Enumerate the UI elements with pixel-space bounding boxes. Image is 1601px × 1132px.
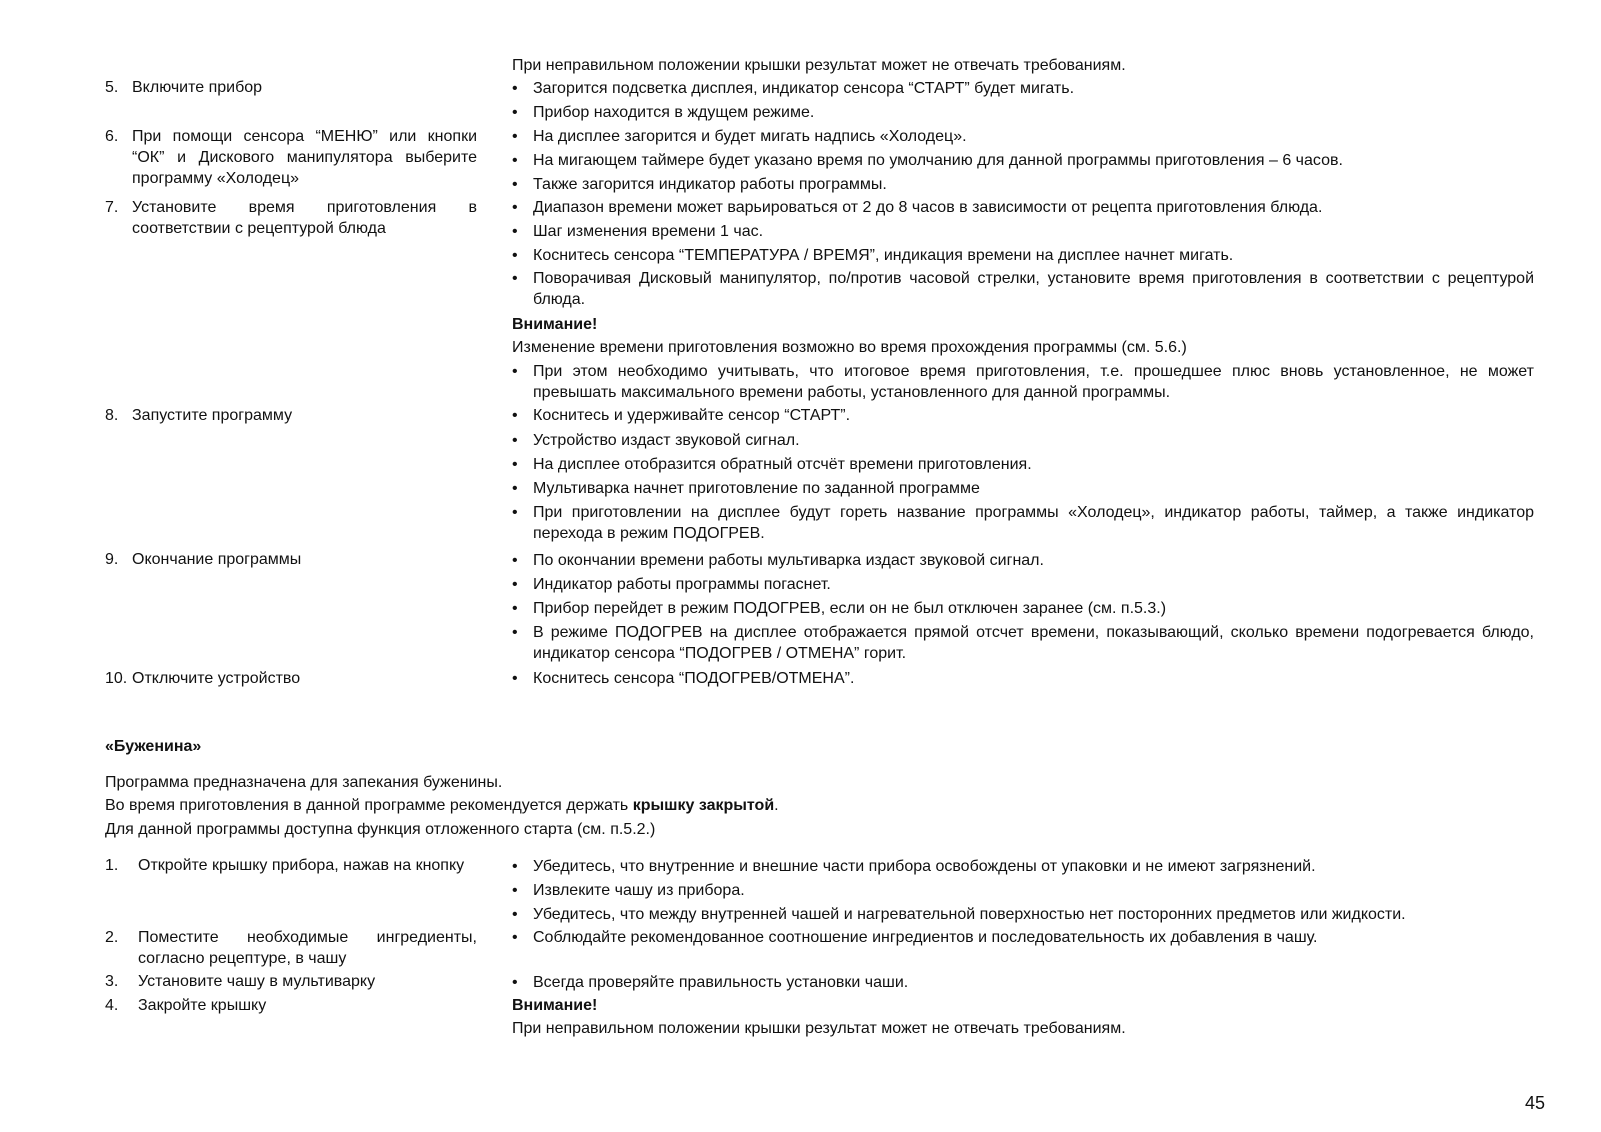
attention-text: При неправильном положении крышки результат может не отвечать требованиям. — [512, 1020, 1126, 1037]
bullet-item: • Поворачивая Дисковый манипулятор, по/против часовой стрелки, установите время приготовления в соответствии с рецептурой блюда. — [512, 268, 1534, 310]
page-number: 45 — [1525, 1093, 1546, 1113]
step-text: При помощи сенсора “МЕНЮ” или кнопки “ОК” и Дискового манипулятора выберите программу «Холодец» — [132, 128, 477, 187]
step-number: 9. — [105, 551, 119, 568]
attention-label: Внимание! — [512, 316, 598, 333]
step-text: Поместите необходимые ингредиенты, согласно рецептуре, в чашу — [138, 929, 477, 967]
step-9 — [105, 549, 477, 570]
step-2 — [105, 927, 477, 969]
bullet-item: • На дисплее загорится и будет мигать надпись «Холодец». — [512, 126, 1534, 147]
bullet-item: • Коснитесь и удерживайте сенсор “СТАРТ”. — [512, 405, 1534, 426]
attention-label: Внимание! — [512, 997, 598, 1014]
bullet-item: • Убедитесь, что внутренние и внешние части прибора освобождены от упаковки и не имеют загрязнений. — [512, 856, 1534, 877]
step-8 — [105, 405, 477, 426]
bullet-item: • Соблюдайте рекомендованное соотношение ингредиентов и последовательность их добавления в чашу. — [512, 927, 1534, 948]
bullet-item: • Убедитесь, что между внутренней чашей и нагревательной поверхностью нет посторонних предметов или жидкости. — [512, 904, 1534, 925]
bullet-item: • Коснитесь сенсора “ПОДОГРЕВ/ОТМЕНА”. — [512, 668, 1534, 689]
bullet-item: • Загорится подсветка дисплея, индикатор сенсора “СТАРТ” будет мигать. — [512, 78, 1534, 99]
step-6 — [105, 126, 477, 189]
intro-text-end: . — [774, 797, 779, 814]
bullet-item: • В режиме ПОДОГРЕВ на дисплее отображается прямой отсчет времени, показывающий, сколько времени подогревается блюдо, индикатор сенсора “ПОДОГРЕВ / ОТМЕНА” горит. — [512, 622, 1534, 664]
intro-line-2 — [105, 795, 1105, 816]
bullet-item: • При приготовлении на дисплее будут гореть название программы «Холодец», индикатор работы, таймер, а также индикатор перехода в режим ПОДОГРЕВ. — [512, 502, 1534, 544]
step-number: 5. — [105, 79, 119, 96]
step-5 — [105, 77, 477, 98]
bullet-item: • Диапазон времени может варьироваться от 2 до 8 часов в зависимости от рецепта приготовления блюда. — [512, 197, 1534, 218]
intro-emphasis: крышку закрытой — [632, 797, 775, 814]
bullet-item: • По окончании времени работы мультиварка издаст звуковой сигнал. — [512, 550, 1534, 571]
step-10 — [105, 668, 477, 689]
step-number: 3. — [105, 973, 119, 990]
step-number: 2. — [105, 929, 119, 946]
bullet-item: • Прибор находится в ждущем режиме. — [512, 102, 1534, 123]
step-number: 4. — [105, 997, 119, 1014]
step-1 — [105, 855, 477, 876]
bullet-item: • Мультиварка начнет приготовление по заданной программе — [512, 478, 1534, 499]
step-4 — [105, 995, 477, 1016]
bullet-item: • Всегда проверяйте правильность установки чаши. — [512, 972, 1534, 993]
step-number: 7. — [105, 199, 119, 216]
step-number: 6. — [105, 128, 119, 145]
intro-line-1: Программа предназначена для запекания буженины. — [105, 774, 503, 791]
step-text: Закройте крышку — [138, 997, 267, 1014]
step-7 — [105, 197, 477, 239]
bullet-item: • При этом необходимо учитывать, что итоговое время приготовления, т.е. прошедшее плюс вновь установленное, не может превышать максимального времени работы, установленного для данной программы. — [512, 361, 1534, 403]
top-note: При неправильном положении крышки результат может не отвечать требованиям. — [512, 57, 1126, 74]
step-text: Установите чашу в мультиварку — [138, 973, 376, 990]
step-text: Отключите устройство — [132, 670, 301, 687]
bullet-item: • На мигающем таймере будет указано время по умолчанию для данной программы приготовления – 6 часов. — [512, 150, 1534, 171]
step-3 — [105, 971, 477, 992]
section-title: «Буженина» — [105, 738, 202, 755]
intro-line-3: Для данной программы доступна функция отложенного старта (см. п.5.2.) — [105, 821, 656, 838]
attention-text: Изменение времени приготовления возможно во время прохождения программы (см. 5.6.) — [512, 339, 1187, 356]
bullet-item: • На дисплее отобразится обратный отсчёт времени приготовления. — [512, 454, 1534, 475]
bullet-item: • Коснитесь сенсора “ТЕМПЕРАТУРА / ВРЕМЯ”, индикация времени на дисплее начнет мигать. — [512, 245, 1534, 266]
step-text: Окончание программы — [132, 551, 302, 568]
step-number: 8. — [105, 407, 119, 424]
intro-text: Во время приготовления в данной программе рекомендуется держать — [105, 797, 633, 814]
bullet-item: • Устройство издаст звуковой сигнал. — [512, 430, 1534, 451]
step-text: Откройте крышку прибора, нажав на кнопку — [138, 857, 465, 874]
bullet-item: • Прибор перейдет в режим ПОДОГРЕВ, если он не был отключен заранее (см. п.5.3.) — [512, 598, 1534, 619]
step-text: Включите прибор — [132, 79, 263, 96]
bullet-item: • Шаг изменения времени 1 час. — [512, 221, 1534, 242]
bullet-item: • Извлеките чашу из прибора. — [512, 880, 1534, 901]
step-number: 10. — [105, 670, 128, 687]
bullet-item: • Также загорится индикатор работы программы. — [512, 174, 1534, 195]
bullet-item: • Индикатор работы программы погаснет. — [512, 574, 1534, 595]
step-number: 1. — [105, 857, 119, 874]
step-text: Установите время приготовления в соответствии с рецептурой блюда — [132, 199, 477, 237]
step-text: Запустите программу — [132, 407, 293, 424]
